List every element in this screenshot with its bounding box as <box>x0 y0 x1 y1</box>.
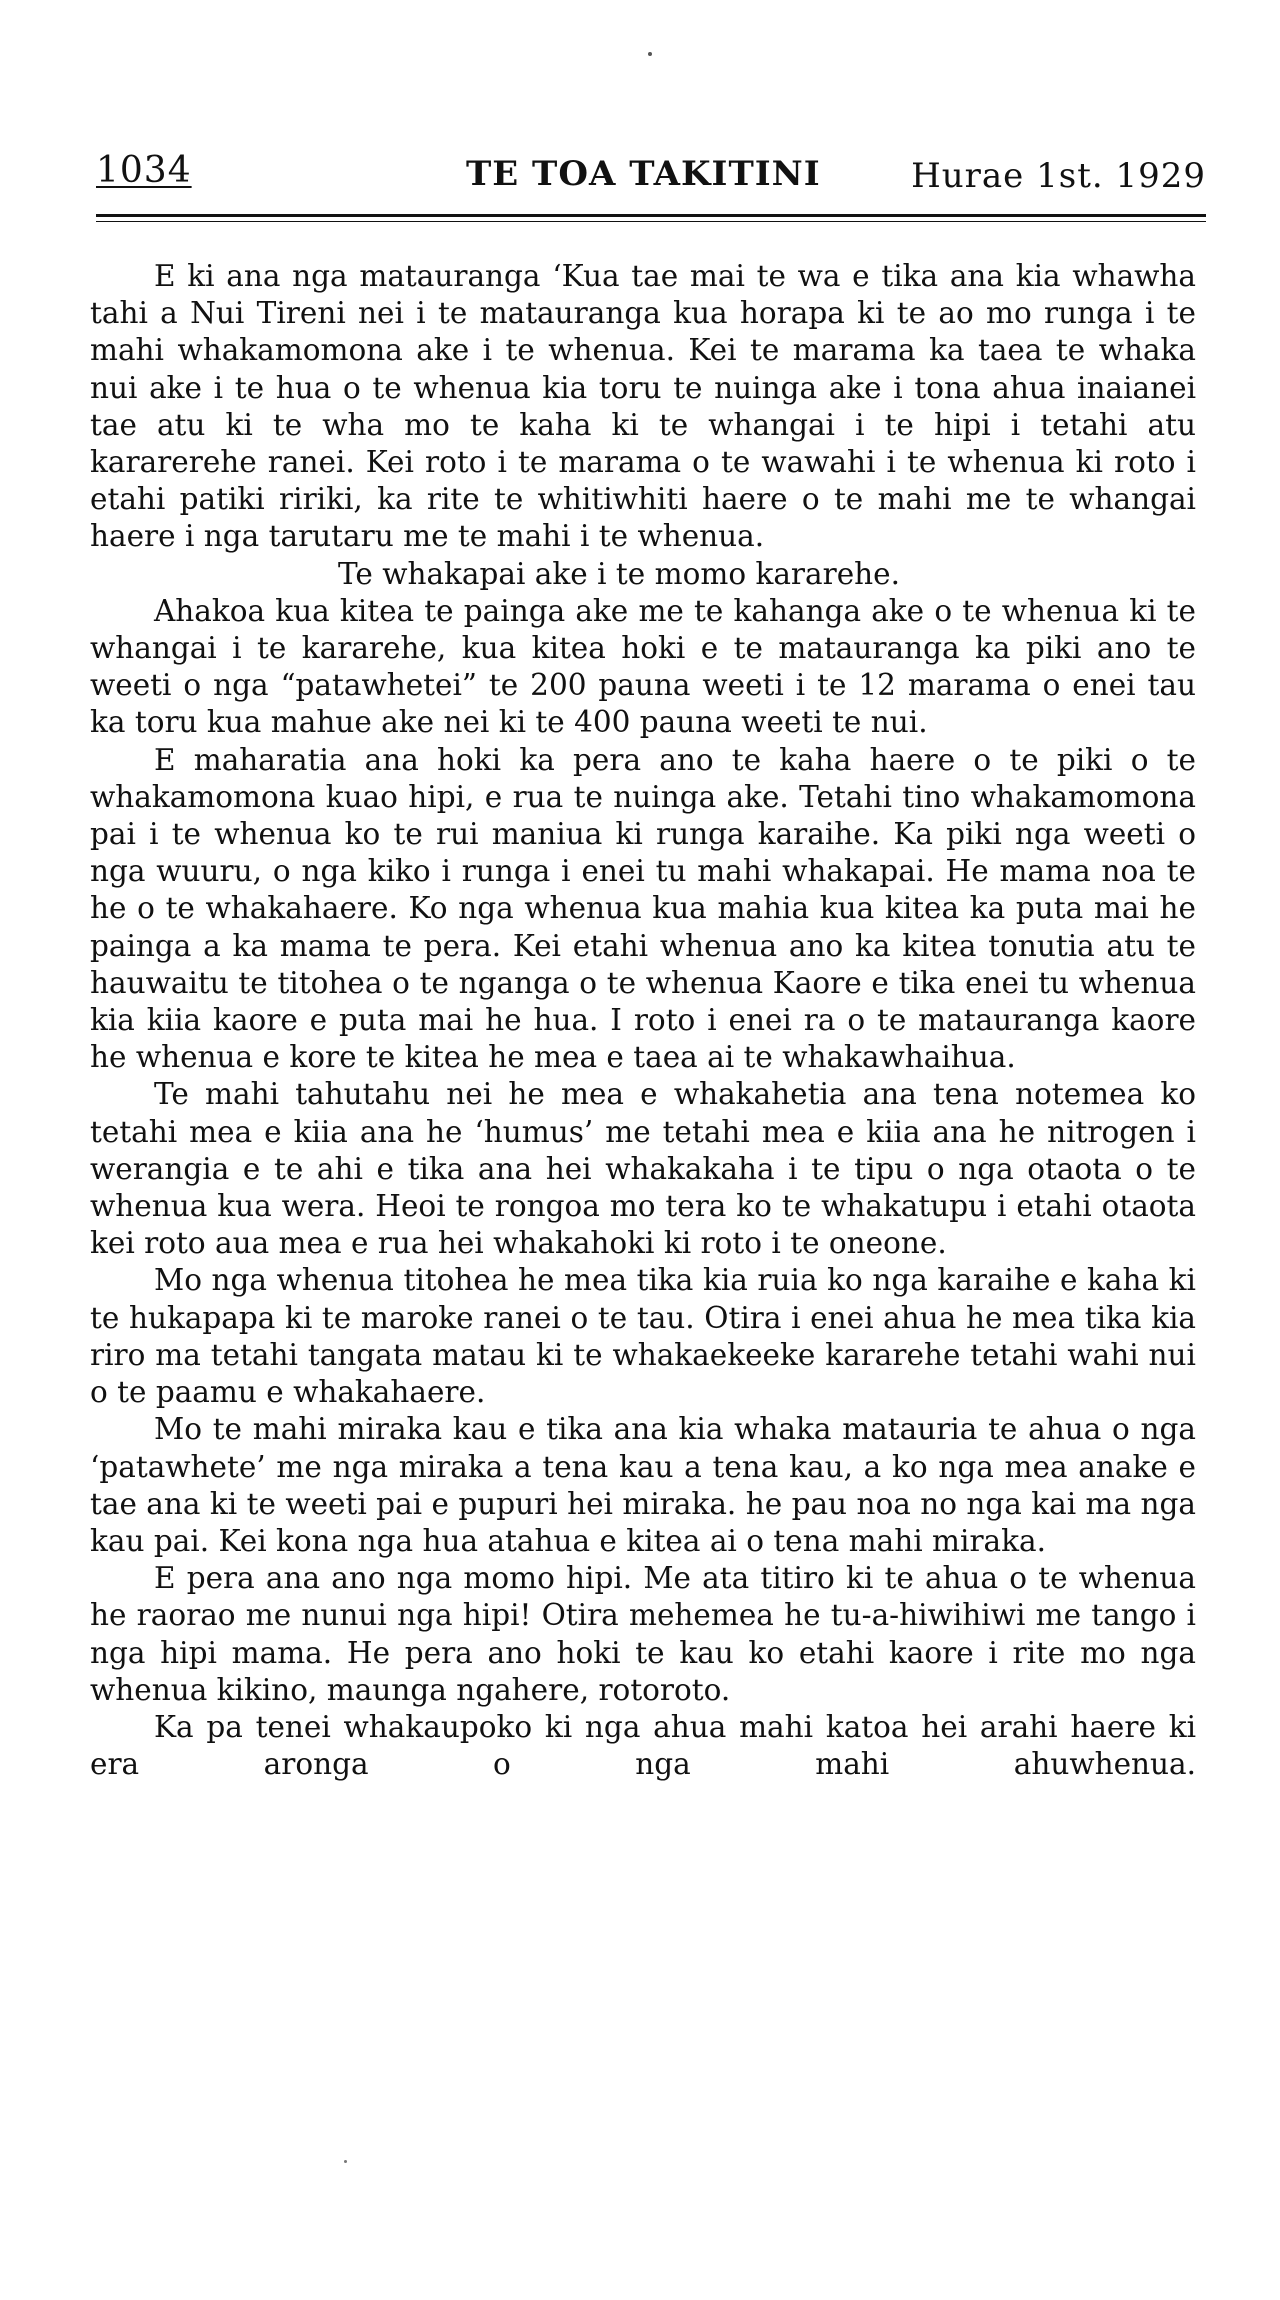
header-rule-thin <box>96 221 1206 222</box>
paragraph-intro: E ki ana nga matauranga ‘Kua tae mai te wa e tika ana kia whawha tahi a Nui Tireni nei i te matauranga kua horapa ki te ao mo runga i te mahi whakamomona ake i te whenua. Kei te marama ka taea te whaka nui ake i te hua o te whenua kia toru te nuinga ake i tona ahua inaianei tae atu ki te wha mo te kaha ki te whangai i te hipi i tetahi atu kararerehe ranei. Kei roto i te marama o te wawahi i te whenua ki roto i etahi patiki ririki, ka rite te whitiwhiti haere o te mahi me te whangai haere i nga tarutaru me te mahi i te whenua. <box>90 259 1196 554</box>
paragraph-dry-land: Mo nga whenua titohea he mea tika kia ruia ko nga karaihe e kaha ki te hukapapa ki te maroke ranei o te tau. Otira i enei ahua he mea tika kia riro ma tetahi tangata matau ki te whakaekeeke kararehe tetahi wahi nui o te paamu e whakahaere. <box>90 1263 1196 1410</box>
header-rule-thick <box>96 214 1206 217</box>
article-body <box>90 258 1196 1783</box>
paragraph-sheep: E pera ana ano nga momo hipi. Me ata titiro ki te ahua o te whenua he raorao me nunui nga hipi! Otira mehemea he tu-a-hiwihiwi me tango i nga hipi mama. He pera ano hoki te kau ko etahi kaore i rite mo nga whenua kikino, maunga ngahere, rotoroto. <box>90 1561 1196 1707</box>
paragraph-dairy: Mo te mahi miraka kau e tika ana kia whaka matauria te ahua o nga ‘patawhete’ me nga miraka a tena kau a tena kau, a ko nga mea anake e tae ana ki te weeti pai e pupuri hei miraka. he pau noa no nga kai ma nga kau pai. Kei kona nga hua atahua e kitea ai o tena mahi miraka. <box>90 1412 1196 1558</box>
running-header <box>96 150 1206 210</box>
speck-mark <box>648 52 652 56</box>
paragraph-manure: E maharatia ana hoki ka pera ano te kaha haere o te piki o te whakamomona kuao hipi, e rua te nuinga ake. Tetahi tino whakamomona pai i te whenua ko te rui maniua ki runga karaihe. Ka piki nga weeti o nga wuuru, o nga kiko i runga i enei tu mahi whakapai. He mama noa te he o te whakahaere. Ko nga whenua kua mahia kua kitea ka puta mai he painga a ka mama te pera. Kei etahi whenua ano ka kitea tonutia atu te hauwaitu te titohea o te nganga o te whenua Kaore e tika enei tu whenua kia kiia kaore e puta mai he hua. I roto i enei ra o te matauranga kaore he whenua e kore te kitea he mea e taea ai te whakawhaihua. <box>90 742 1196 1075</box>
journal-title: TE TOA TAKITINI <box>466 154 821 194</box>
issue-date: Hurae 1st. 1929 <box>911 156 1206 196</box>
paragraph-burning: Te mahi tahutahu nei he mea e whakahetia ana tena notemea ko tetahi mea e kiia ana he ‘humus’ me tetahi mea e kiia ana he nitrogen i werangia e te ahi e tika ana hei whakakaha i te tipu o nga otaota o te whenua kua wera. Heoi te rongoa mo tera ko te whakatupu i etahi otaota kei roto aua mea e rua hei whakahoki ki roto i te oneone. <box>90 1077 1196 1261</box>
paragraph-livestock-weight: Ahakoa kua kitea te painga ake me te kahanga ake o te whenua ki te whangai i te kararehe, kua kitea hoki e te matauranga ka piki ano te weeti o nga “patawhetei” te 200 pauna weeti i te 12 marama o enei tau ka toru kua mahue ake nei ki te 400 pauna weeti te nui. <box>90 593 1196 740</box>
page-number: 1034 <box>96 150 192 191</box>
section-subheading: Te whakapai ake i te momo kararehe. <box>338 556 900 591</box>
paragraph-closing: Ka pa tenei whakaupoko ki nga ahua mahi katoa hei arahi haere ki era aronga o nga mahi ahuwhenua. <box>90 1709 1196 1782</box>
speck-mark-bottom <box>344 2160 347 2163</box>
